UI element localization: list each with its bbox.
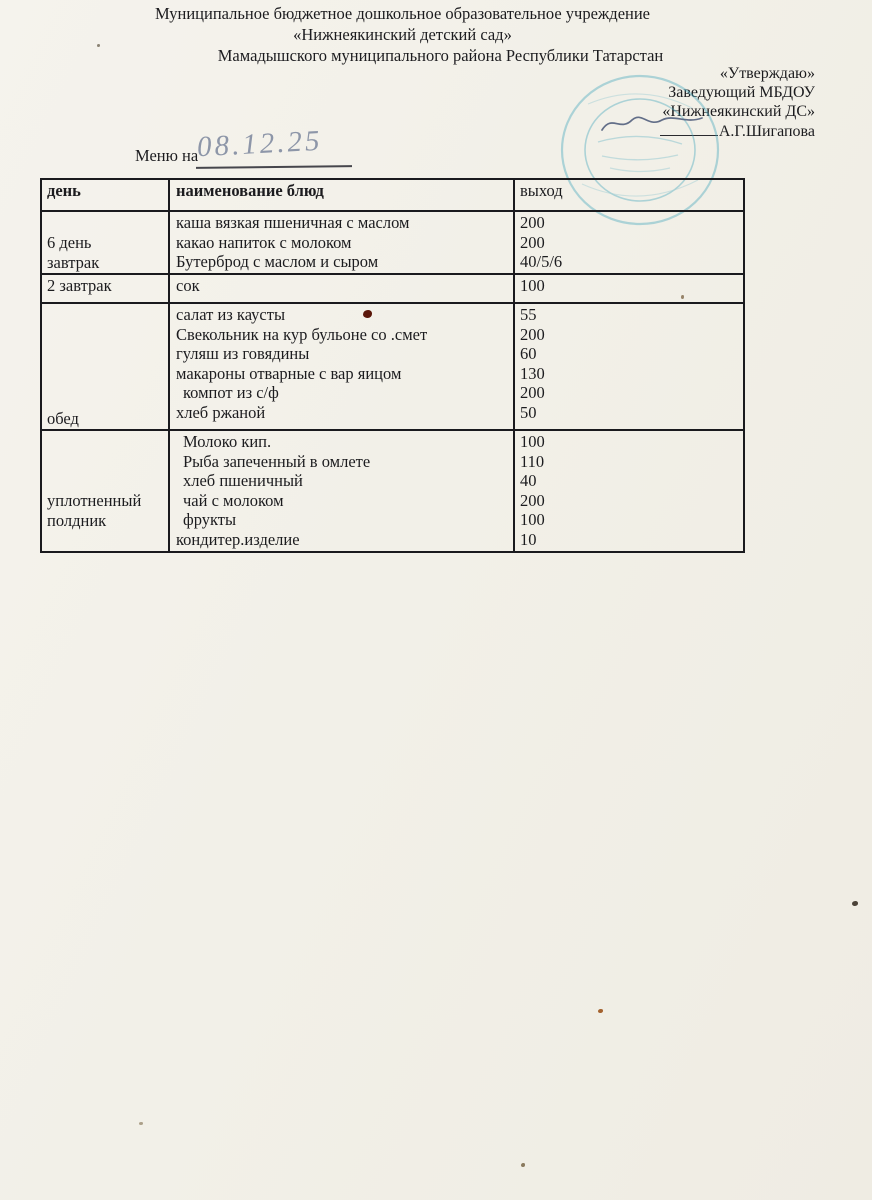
day-cell: 2 завтрак (47, 276, 112, 295)
dishes-cell: Молоко кип. Рыба запеченный в омлете хлеб пшеничный чай с молоком фрукты кондитер.изделие (168, 431, 513, 551)
portions-cell: 100 110 40 200 100 10 (513, 431, 743, 551)
header-output: выход (513, 180, 743, 210)
district-line: Мамадышского муниципального района Республики Татарстан (217, 46, 664, 65)
day-cell: уплотненный полдник (47, 491, 142, 530)
header-day: день (47, 181, 81, 200)
portions-cell: 100 (513, 275, 743, 302)
menu-table (40, 178, 745, 553)
org-name-line: Муниципальное бюджетное дошкольное образовательное учреждение (155, 4, 650, 23)
scan-speck (852, 901, 858, 906)
menu-label: Меню на (135, 146, 199, 165)
approval-quote: «Утверждаю» (719, 65, 815, 82)
scan-stain (363, 310, 372, 318)
approval-position: Заведующий МБДОУ (668, 84, 815, 101)
scan-speck (521, 1163, 525, 1167)
signature-scribble (598, 108, 708, 138)
portions-cell: 200 200 40/5/6 (513, 212, 743, 273)
scan-speck (97, 44, 100, 47)
portions-cell: 55 200 60 130 200 50 (513, 304, 743, 429)
table-header-row (42, 180, 743, 210)
approver-name: А.Г.Шигапова (718, 123, 815, 140)
table-row-breakfast (42, 210, 743, 273)
day-cell: обед (47, 408, 79, 428)
scan-speck (139, 1122, 143, 1125)
kindergarten-name-line: «Нижнеякинский детский сад» (293, 25, 512, 44)
day-cell: 6 день завтрак (47, 233, 100, 272)
table-row-second-breakfast (42, 273, 743, 302)
handwritten-date: 08.12.25 (196, 124, 324, 164)
header-dishes: наименование блюд (168, 180, 513, 210)
scan-speck (598, 1009, 603, 1013)
table-row-snack (42, 429, 743, 551)
approval-org: «Нижнеякинский ДС» (662, 103, 815, 120)
dishes-cell: салат из каусты Свекольник на кур бульоне со .смет гуляш из говядины макароны отварные с вар яицом компот из с/ф хлеб ржаной (168, 304, 513, 429)
scan-speck (681, 295, 684, 299)
dishes-cell: каша вязкая пшеничная с маслом какао напиток с молоком Бутерброд с маслом и сыром (168, 212, 513, 273)
document-header (30, 3, 775, 66)
dishes-cell: сок (168, 275, 513, 302)
table-row-lunch (42, 302, 743, 429)
date-underline (196, 165, 352, 168)
